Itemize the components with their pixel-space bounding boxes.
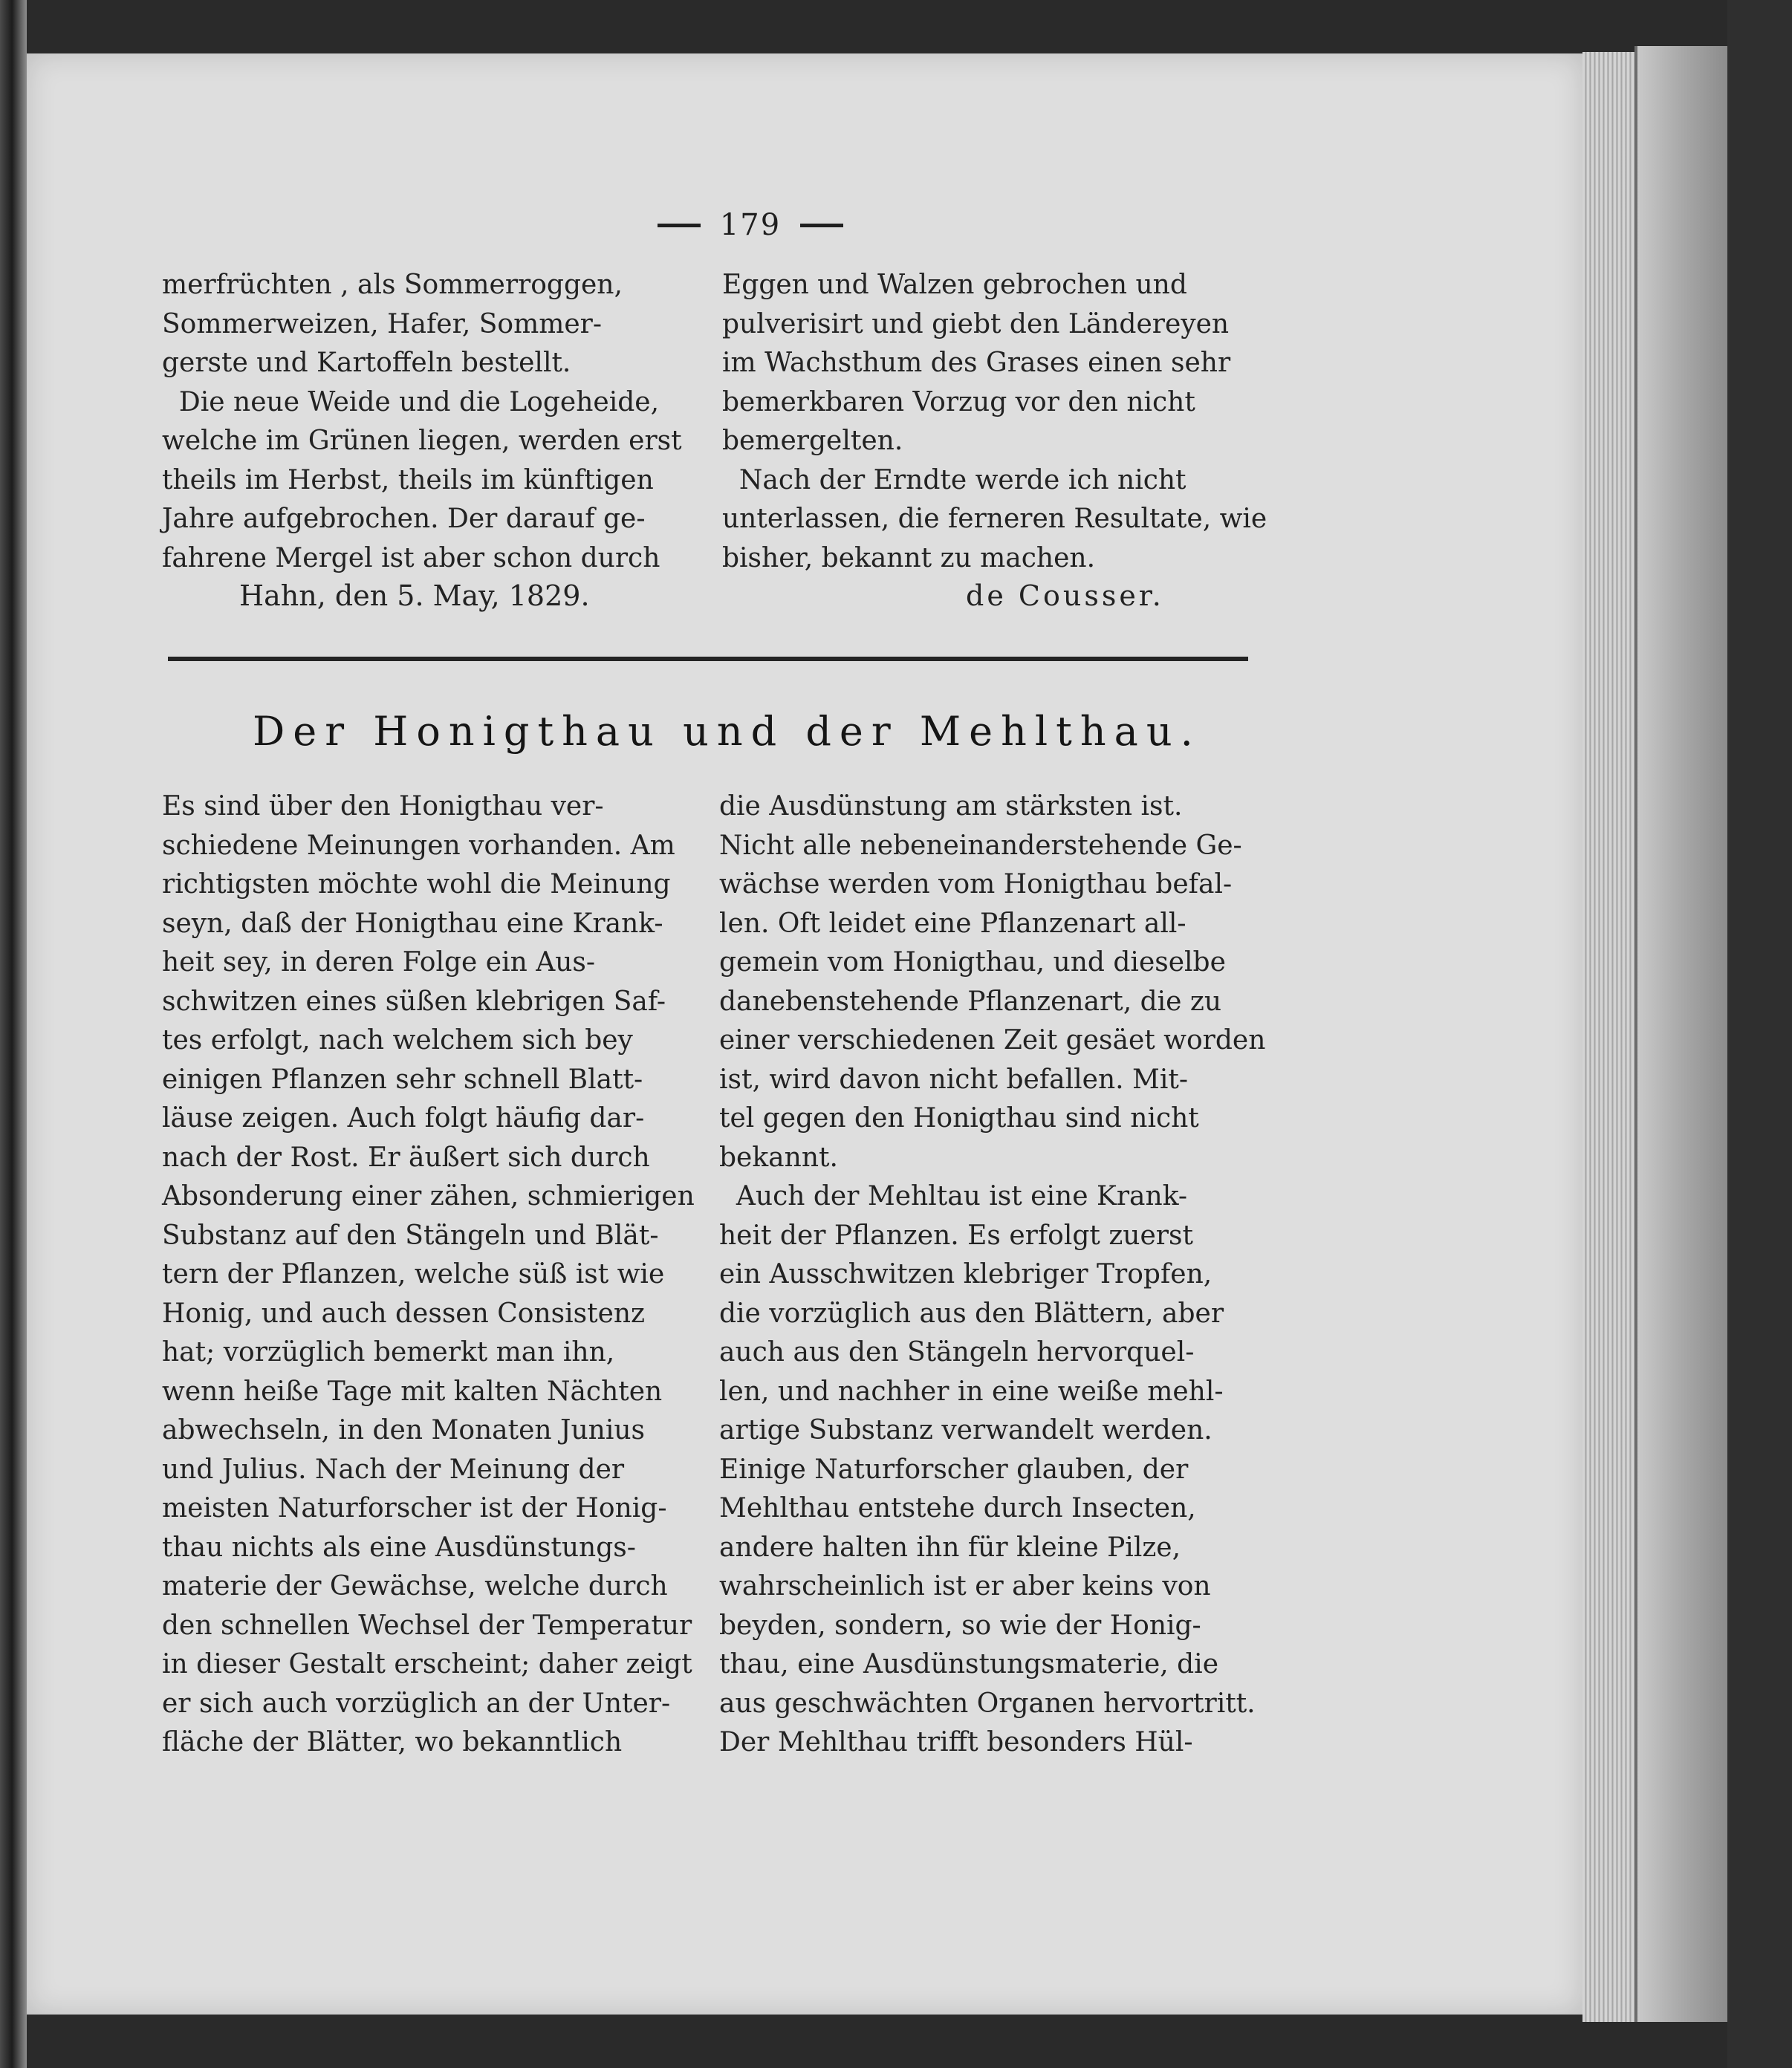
left-dash <box>658 224 701 227</box>
text-line: tern der Pflanzen, welche süß ist wie <box>162 1259 665 1290</box>
top-right-column <box>722 266 1267 578</box>
text-line: Der Mehlthau trifft besonders Hül- <box>719 1727 1193 1758</box>
text-line: seyn, daß der Honigthau eine Krank- <box>162 908 663 939</box>
text-line: materie der Gewächse, welche durch <box>162 1571 668 1602</box>
text-line: artige Substanz verwandelt werden. <box>719 1415 1212 1446</box>
text-line: Nach der Erndte werde ich nicht <box>722 464 1186 495</box>
text-line: andere halten ihn für kleine Pilze, <box>719 1532 1181 1563</box>
text-line: wenn heiße Tage mit kalten Nächten <box>162 1376 663 1407</box>
text-line: heit sey, in deren Folge ein Aus- <box>162 947 596 978</box>
text-line: Jahre aufgebrochen. Der darauf ge- <box>162 504 646 534</box>
text-line: Mehlthau entstehe durch Insecten, <box>719 1493 1196 1524</box>
text-line: thau, eine Ausdünstungsmaterie, die <box>719 1649 1218 1680</box>
text-line: Es sind über den Honigthau ver- <box>162 791 604 822</box>
text-line: Die neue Weide und die Logeheide, <box>162 386 660 417</box>
top-left-column <box>162 266 682 578</box>
text-line: beyden, sondern, so wie der Honig- <box>719 1610 1201 1641</box>
text-line: er sich auch vorzüglich an der Unter- <box>162 1688 671 1719</box>
text-line: len. Oft leidet eine Pflanzenart all- <box>719 908 1186 939</box>
left-page-edge <box>0 0 27 2068</box>
text-line: abwechseln, in den Monaten Junius <box>162 1415 646 1446</box>
text-line: merfrüchten , als Sommerroggen, <box>162 270 623 300</box>
page-number: 179 <box>719 208 782 242</box>
text-line: ist, wird davon nicht befallen. Mit- <box>719 1064 1189 1095</box>
text-line: danebenstehende Pflanzenart, die zu <box>719 986 1222 1017</box>
text-line: Einige Naturforscher glauben, der <box>719 1454 1189 1485</box>
author-signature: de Cousser. <box>966 579 1164 612</box>
text-line: tes erfolgt, nach welchem sich bey <box>162 1025 633 1056</box>
text-line: gerste und Kartoffeln bestellt. <box>162 348 571 378</box>
text-line: gemein vom Honigthau, und dieselbe <box>719 947 1226 978</box>
right-dash <box>800 224 843 227</box>
text-line: schiedene Meinungen vorhanden. Am <box>162 830 675 861</box>
text-line: hat; vorzüglich bemerkt man ihn, <box>162 1337 615 1368</box>
page-number-header <box>639 207 862 244</box>
text-line: fahrene Mergel ist aber schon durch <box>162 542 660 573</box>
text-line: meisten Naturforscher ist der Honig- <box>162 1493 667 1524</box>
article-right-column <box>719 787 1266 1763</box>
text-line: tel gegen den Honigthau sind nicht <box>719 1103 1199 1134</box>
text-line: läuse zeigen. Auch folgt häufig dar- <box>162 1103 645 1134</box>
text-line: im Wachsthum des Grases einen sehr <box>722 348 1231 378</box>
text-line: wächse werden vom Honigthau befal- <box>719 869 1233 900</box>
text-line: einigen Pflanzen sehr schnell Blatt- <box>162 1064 643 1095</box>
text-line: ein Ausschwitzen klebriger Tropfen, <box>719 1259 1212 1290</box>
text-line: unterlassen, die ferneren Resultate, wie <box>722 504 1267 534</box>
text-line: bekannt. <box>719 1142 838 1173</box>
text-line: die vorzüglich aus den Blättern, aber <box>719 1298 1224 1329</box>
text-line: schwitzen eines süßen klebrigen Saf- <box>162 986 666 1017</box>
text-line: thau nichts als eine Ausdünstungs- <box>162 1532 636 1563</box>
text-line: welche im Grünen liegen, werden erst <box>162 426 682 456</box>
article-title: Der Honigthau und der Mehlthau. <box>253 708 1201 755</box>
text-line: bisher, bekannt zu machen. <box>722 542 1096 573</box>
place-date: Hahn, den 5. May, 1829. <box>239 579 590 612</box>
text-line: Nicht alle nebeneinanderstehende Ge- <box>719 830 1242 861</box>
text-line: bemerkbaren Vorzug vor den nicht <box>722 386 1195 417</box>
text-line: Substanz auf den Stängeln und Blät- <box>162 1220 659 1251</box>
text-line: in dieser Gestalt erscheint; daher zeigt <box>162 1649 692 1680</box>
text-line: Honig, und auch dessen Consistenz <box>162 1298 646 1329</box>
text-line: auch aus den Stängeln hervorquel- <box>719 1337 1195 1368</box>
background-shadow <box>1727 0 1792 2068</box>
text-line: fläche der Blätter, wo bekanntlich <box>162 1727 623 1758</box>
text-line: Sommerweizen, Hafer, Sommer- <box>162 308 603 339</box>
text-line: Eggen und Walzen gebrochen und <box>722 270 1187 300</box>
article-left-column <box>162 787 695 1763</box>
text-line: nach der Rost. Er äußert sich durch <box>162 1142 650 1173</box>
text-line: Auch der Mehltau ist eine Krank- <box>719 1181 1188 1212</box>
section-divider <box>168 657 1248 661</box>
text-line: den schnellen Wechsel der Temperatur <box>162 1610 692 1641</box>
book-cover-edge <box>1634 46 1730 2022</box>
text-line: die Ausdünstung am stärksten ist. <box>719 791 1183 822</box>
text-line: heit der Pflanzen. Es erfolgt zuerst <box>719 1220 1193 1251</box>
text-line: aus geschwächten Organen hervortritt. <box>719 1688 1256 1719</box>
text-line: einer verschiedenen Zeit gesäet worden <box>719 1025 1266 1056</box>
text-line: bemergelten. <box>722 426 903 456</box>
text-line: wahrscheinlich ist er aber keins von <box>719 1571 1211 1602</box>
text-line: Absonderung einer zähen, schmierigen <box>162 1181 695 1212</box>
text-line: pulverisirt und giebt den Ländereyen <box>722 308 1230 339</box>
text-line: theils im Herbst, theils im künftigen <box>162 464 654 495</box>
text-line: und Julius. Nach der Meinung der <box>162 1454 625 1485</box>
text-line: len, und nachher in eine weiße mehl- <box>719 1376 1224 1407</box>
text-line: richtigsten möchte wohl die Meinung <box>162 869 671 900</box>
